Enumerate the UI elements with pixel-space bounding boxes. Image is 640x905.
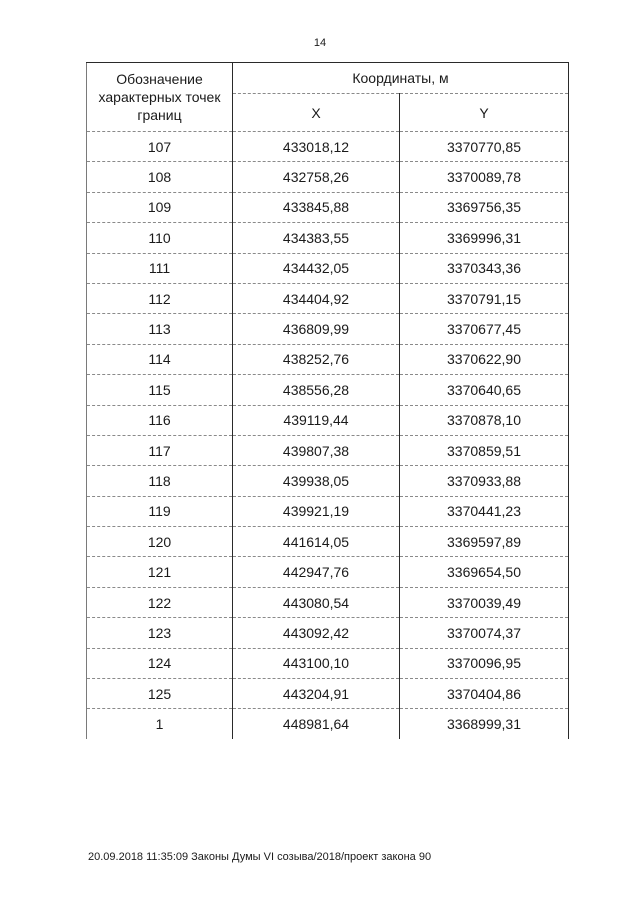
x-column-header: X: [233, 94, 400, 132]
y-coordinate-cell: 3370640,65: [400, 375, 569, 405]
y-coordinate-cell: 3370343,36: [400, 253, 569, 283]
point-cell: 123: [87, 618, 233, 648]
x-coordinate-cell: 433845,88: [233, 192, 400, 222]
table-row: [87, 162, 569, 192]
table-row: [87, 527, 569, 557]
table-row: [87, 253, 569, 283]
table-row: [87, 557, 569, 587]
x-coordinate-cell: 438556,28: [233, 375, 400, 405]
y-coordinate-cell: 3369654,50: [400, 557, 569, 587]
x-coordinate-cell: 439807,38: [233, 435, 400, 465]
point-cell: 118: [87, 466, 233, 496]
x-coordinate-cell: 434383,55: [233, 223, 400, 253]
table-row: [87, 314, 569, 344]
x-coordinate-cell: 436809,99: [233, 314, 400, 344]
page-number: 14: [313, 37, 327, 49]
x-coordinate-cell: 443092,42: [233, 618, 400, 648]
point-cell: 114: [87, 344, 233, 374]
point-cell: 110: [87, 223, 233, 253]
x-coordinate-cell: 439921,19: [233, 496, 400, 526]
y-coordinate-cell: 3370441,23: [400, 496, 569, 526]
point-cell: 113: [87, 314, 233, 344]
table-row: [87, 344, 569, 374]
y-coordinate-cell: 3370770,85: [400, 132, 569, 162]
point-cell: 122: [87, 587, 233, 617]
coordinates-header: Координаты, м: [233, 63, 569, 94]
table-row: [87, 283, 569, 313]
point-cell: 107: [87, 132, 233, 162]
table-row: [87, 375, 569, 405]
point-cell: 108: [87, 162, 233, 192]
y-coordinate-cell: 3370933,88: [400, 466, 569, 496]
y-coordinate-cell: 3370791,15: [400, 283, 569, 313]
table-row: [87, 405, 569, 435]
x-coordinate-cell: 439119,44: [233, 405, 400, 435]
coordinates-table: [86, 62, 569, 739]
table-row: [87, 435, 569, 465]
y-coordinate-cell: 3370622,90: [400, 344, 569, 374]
table-row: [87, 618, 569, 648]
table-row: [87, 132, 569, 162]
point-cell: 120: [87, 527, 233, 557]
table-row: [87, 648, 569, 678]
footer-stamp: 20.09.2018 11:35:09 Законы Думы VI созыва/2018/проект закона 90: [88, 851, 432, 863]
y-coordinate-cell: 3370878,10: [400, 405, 569, 435]
y-coordinate-cell: 3370859,51: [400, 435, 569, 465]
y-coordinate-cell: 3368999,31: [400, 709, 569, 739]
table-row: [87, 587, 569, 617]
point-cell: 111: [87, 253, 233, 283]
point-cell: 125: [87, 679, 233, 709]
table-row: [87, 709, 569, 739]
y-coordinate-cell: 3369597,89: [400, 527, 569, 557]
table-row: [87, 496, 569, 526]
x-coordinate-cell: 441614,05: [233, 527, 400, 557]
point-cell: 119: [87, 496, 233, 526]
y-coordinate-cell: 3370096,95: [400, 648, 569, 678]
x-coordinate-cell: 434404,92: [233, 283, 400, 313]
x-coordinate-cell: 443100,10: [233, 648, 400, 678]
y-coordinate-cell: 3369996,31: [400, 223, 569, 253]
y-coordinate-cell: 3369756,35: [400, 192, 569, 222]
x-coordinate-cell: 432758,26: [233, 162, 400, 192]
table-row: [87, 223, 569, 253]
point-cell: 115: [87, 375, 233, 405]
x-coordinate-cell: 439938,05: [233, 466, 400, 496]
y-coordinate-cell: 3370074,37: [400, 618, 569, 648]
x-coordinate-cell: 443080,54: [233, 587, 400, 617]
point-cell: 1: [87, 709, 233, 739]
x-coordinate-cell: 438252,76: [233, 344, 400, 374]
y-coordinate-cell: 3370089,78: [400, 162, 569, 192]
point-cell: 117: [87, 435, 233, 465]
point-cell: 109: [87, 192, 233, 222]
table-row: [87, 192, 569, 222]
point-cell: 112: [87, 283, 233, 313]
x-coordinate-cell: 434432,05: [233, 253, 400, 283]
y-coordinate-cell: 3370677,45: [400, 314, 569, 344]
point-designation-header: Обозначение характерных точек границ: [87, 63, 233, 132]
y-coordinate-cell: 3370404,86: [400, 679, 569, 709]
x-coordinate-cell: 443204,91: [233, 679, 400, 709]
point-cell: 121: [87, 557, 233, 587]
x-coordinate-cell: 448981,64: [233, 709, 400, 739]
y-coordinate-cell: 3370039,49: [400, 587, 569, 617]
table-row: [87, 466, 569, 496]
y-column-header: Y: [400, 94, 569, 132]
x-coordinate-cell: 442947,76: [233, 557, 400, 587]
point-cell: 124: [87, 648, 233, 678]
x-coordinate-cell: 433018,12: [233, 132, 400, 162]
table-body: [87, 132, 569, 739]
table-row: [87, 679, 569, 709]
point-cell: 116: [87, 405, 233, 435]
